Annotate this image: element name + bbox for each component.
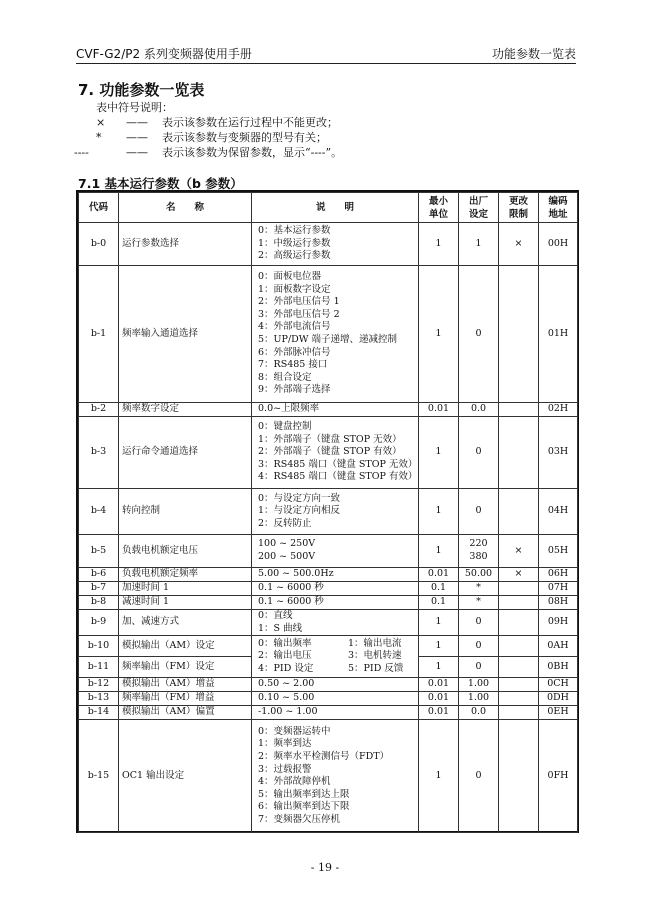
col-header-code: 代码 (79, 193, 119, 223)
param-name: 负载电机额定电压 (119, 535, 252, 568)
param-code: b-11 (79, 657, 119, 678)
option-line: 0：面板电位器 (258, 271, 322, 283)
table-row (79, 596, 578, 610)
code-address: 00H (539, 223, 578, 266)
param-name: 模拟输出（AM）设定 (119, 636, 252, 657)
subsection-title: 7.1 基本运行参数（b 参数） (78, 176, 243, 191)
param-code: b-12 (79, 678, 119, 692)
param-code: b-6 (79, 568, 119, 582)
change-limit (499, 720, 539, 833)
table-row (79, 582, 578, 596)
header-section-name: 功能参数一览表 (491, 47, 576, 61)
factory-setting: 0 (459, 489, 499, 535)
param-options (252, 417, 419, 489)
table-row (79, 720, 578, 833)
option-line: 5：PID 反馈 (348, 662, 404, 674)
min-unit: 1 (419, 720, 459, 833)
param-code: b-8 (79, 596, 119, 610)
symbol-legend (74, 100, 343, 160)
change-limit (499, 489, 539, 535)
min-unit: 0.01 (419, 403, 459, 417)
min-unit: 1 (419, 657, 459, 678)
change-limit (499, 403, 539, 417)
min-unit: 1 (419, 417, 459, 489)
table-row (79, 610, 578, 636)
option-line: 2：高级运行参数 (258, 250, 331, 262)
param-options (252, 706, 419, 720)
option-line: 1：面板数字设定 (258, 283, 331, 295)
option-line: 3：RS485 端口（键盘 STOP 无效） (258, 458, 418, 470)
code-address: 02H (539, 403, 578, 417)
option-line: 3：过载报警 (258, 763, 312, 775)
min-unit: 1 (419, 223, 459, 266)
option-line: 5：UP/DW 端子递增、递减控制 (258, 334, 398, 345)
option-line: 2：频率水平检测信号（FDT） (258, 751, 390, 762)
option-line: 4：外部电流信号 (258, 321, 331, 333)
page-header (76, 45, 576, 64)
factory-setting: 0 (459, 417, 499, 489)
option-line: 2：外部电压信号 1 (258, 296, 340, 308)
param-options (252, 582, 419, 596)
param-options (252, 568, 419, 582)
option-line: 2：输出电压 (258, 650, 312, 662)
col-header-description: 说 明 (252, 193, 419, 223)
option-line: 4：RS485 端口（键盘 STOP 有效） (258, 471, 418, 483)
option-line: 0：输出频率 (258, 637, 312, 649)
option-line: 2：反转防止 (258, 517, 312, 529)
table-row (79, 417, 578, 489)
option-line: 0.10 ~ 5.00 (258, 692, 315, 704)
factory-setting: 1.00 (459, 692, 499, 706)
code-address: 03H (539, 417, 578, 489)
param-code: b-2 (79, 403, 119, 417)
change-limit (499, 678, 539, 692)
page-number: - 19 - (310, 861, 340, 874)
header-manual-title: CVF-G2/P2 系列变频器使用手册 (76, 47, 252, 61)
param-name: OC1 输出设定 (119, 720, 252, 833)
change-limit (499, 582, 539, 596)
option-line: 1：外部端子（键盘 STOP 无效） (258, 433, 402, 445)
legend-item: ---- —— 表示该参数为保留参数，显示“----”。 (74, 146, 343, 159)
code-address: 0DH (539, 692, 578, 706)
min-unit: 1 (419, 489, 459, 535)
param-options (252, 678, 419, 692)
option-line: 1：与设定方向相反 (258, 505, 341, 517)
table-row (79, 223, 578, 266)
factory-value: 220 (469, 538, 488, 550)
param-name: 频率输入通道选择 (119, 266, 252, 403)
factory-setting: 0 (459, 266, 499, 403)
param-name: 运行命令通道选择 (119, 417, 252, 489)
parameter-table (76, 190, 579, 833)
option-line: 7：RS485 接口 (258, 359, 328, 371)
factory-setting: 50.00 (459, 568, 499, 582)
code-address: 07H (539, 582, 578, 596)
min-unit: 0.01 (419, 692, 459, 706)
change-limit (499, 657, 539, 678)
param-name: 加速时间 1 (119, 582, 252, 596)
min-unit: 0.01 (419, 678, 459, 692)
param-code: b-5 (79, 535, 119, 568)
param-code: b-13 (79, 692, 119, 706)
min-unit: 0.1 (419, 582, 459, 596)
code-address: 0EH (539, 706, 578, 720)
param-code: b-15 (79, 720, 119, 833)
factory-setting: 0 (459, 657, 499, 678)
table-row (79, 692, 578, 706)
option-line: 4：外部故障停机 (258, 776, 331, 788)
change-limit (499, 596, 539, 610)
param-name: 转向控制 (119, 489, 252, 535)
option-line: 7：变频器欠压停机 (258, 813, 341, 825)
factory-setting: * (459, 596, 499, 610)
param-name: 频率输出（FM）设定 (119, 657, 252, 678)
option-line: 0：基本运行参数 (258, 225, 331, 237)
code-address: 06H (539, 568, 578, 582)
col-header-address: 编码 地址 (539, 193, 578, 223)
change-limit (499, 692, 539, 706)
param-options (252, 489, 419, 535)
factory-setting: * (459, 582, 499, 596)
factory-value: 380 (469, 551, 488, 562)
option-line: -1.00 ~ 1.00 (258, 706, 318, 718)
param-options (252, 596, 419, 610)
param-name: 频率数字设定 (119, 403, 252, 417)
table-row (79, 568, 578, 582)
table-row (79, 678, 578, 692)
option-line: 0.0~上限频率 (258, 403, 320, 415)
option-line: 1：中级运行参数 (258, 237, 331, 249)
param-options (252, 692, 419, 706)
min-unit: 1 (419, 636, 459, 657)
min-unit: 0.01 (419, 568, 459, 582)
code-address: 08H (539, 596, 578, 610)
change-limit: × (499, 535, 539, 568)
factory-setting: 1.00 (459, 678, 499, 692)
option-line: 1：S 曲线 (258, 622, 303, 634)
param-code: b-7 (79, 582, 119, 596)
code-address: 0CH (539, 678, 578, 692)
option-line: 0：变频器运转中 (258, 725, 331, 737)
change-limit (499, 417, 539, 489)
factory-setting: 0 (459, 636, 499, 657)
min-unit: 1 (419, 610, 459, 636)
change-limit: × (499, 568, 539, 582)
min-unit: 1 (419, 266, 459, 403)
param-code: b-4 (79, 489, 119, 535)
param-name: 模拟输出（AM）增益 (119, 678, 252, 692)
param-options-shared (252, 636, 419, 678)
param-options (252, 266, 419, 403)
legend-item: × —— 表示该参数在运行过程中不能更改； (96, 116, 338, 129)
change-limit (499, 706, 539, 720)
option-line: 0.1 ~ 6000 秒 (258, 582, 324, 594)
option-line: 9：外部端子选择 (258, 384, 331, 396)
option-line: 5：输出频率到达上限 (258, 788, 350, 800)
factory-setting: 0.0 (459, 706, 499, 720)
section-title: 7. 功能参数一览表 (78, 81, 205, 99)
table-row (79, 489, 578, 535)
option-line: 1：频率到达 (258, 738, 312, 750)
option-line: 1：输出电流 (348, 637, 402, 649)
param-options (252, 535, 419, 568)
option-line: 2：外部端子（键盘 STOP 有效） (258, 446, 402, 458)
change-limit (499, 266, 539, 403)
param-options (252, 403, 419, 417)
min-unit: 0.1 (419, 596, 459, 610)
legend-item: * —— 表示该参数与变频器的型号有关； (96, 131, 327, 144)
factory-setting: 1 (459, 223, 499, 266)
param-code: b-10 (79, 636, 119, 657)
factory-setting: 0 (459, 610, 499, 636)
param-code: b-0 (79, 223, 119, 266)
min-unit: 1 (419, 535, 459, 568)
factory-setting: 0.0 (459, 403, 499, 417)
option-line: 4：PID 设定 (258, 662, 314, 674)
min-unit: 0.01 (419, 706, 459, 720)
param-code: b-9 (79, 610, 119, 636)
param-name: 运行参数选择 (119, 223, 252, 266)
param-code: b-1 (79, 266, 119, 403)
param-options (252, 610, 419, 636)
param-name: 模拟输出（AM）偏置 (119, 706, 252, 720)
option-line: 3：外部电压信号 2 (258, 308, 340, 320)
code-address: 04H (539, 489, 578, 535)
table-row (79, 403, 578, 417)
param-name: 频率输出（FM）增益 (119, 692, 252, 706)
param-name: 加、减速方式 (119, 610, 252, 636)
param-name: 减速时间 1 (119, 596, 252, 610)
param-name: 负载电机额定频率 (119, 568, 252, 582)
option-line: 0：直线 (258, 610, 293, 621)
table-row (79, 266, 578, 403)
code-address: 0AH (539, 636, 578, 657)
change-limit: × (499, 223, 539, 266)
param-code: b-14 (79, 706, 119, 720)
param-options (252, 720, 419, 833)
option-line: 0.50 ~ 2.00 (258, 678, 315, 690)
table-row (79, 636, 578, 657)
col-header-factory-setting: 出厂 设定 (459, 193, 499, 223)
factory-setting (459, 535, 499, 568)
table-row (79, 706, 578, 720)
change-limit (499, 610, 539, 636)
option-line: 0：键盘控制 (258, 421, 312, 433)
code-address: 0BH (539, 657, 578, 678)
legend-intro: 表中符号说明： (96, 101, 173, 114)
code-address: 09H (539, 610, 578, 636)
option-line: 8：组合设定 (258, 371, 312, 383)
col-header-min-unit: 最小 单位 (419, 193, 459, 223)
option-line: 0.1 ~ 6000 秒 (258, 596, 324, 608)
factory-setting: 0 (459, 720, 499, 833)
option-line: 3：电机转速 (348, 650, 402, 662)
option-line: 6：输出频率到达下限 (258, 801, 350, 813)
col-header-change-limit: 更改 限制 (499, 193, 539, 223)
option-line: 0：与设定方向一致 (258, 492, 341, 504)
option-line: 6：外部脉冲信号 (258, 346, 331, 358)
option-line: 200 ~ 500V (258, 551, 316, 562)
code-address: 0FH (539, 720, 578, 833)
table-header-row (79, 193, 578, 223)
code-address: 01H (539, 266, 578, 403)
param-options (252, 223, 419, 266)
code-address: 05H (539, 535, 578, 568)
option-line: 100 ~ 250V (258, 538, 316, 550)
change-limit (499, 636, 539, 657)
col-header-name: 名 称 (119, 193, 252, 223)
option-line: 5.00 ~ 500.0Hz (258, 568, 334, 580)
param-code: b-3 (79, 417, 119, 489)
table-row (79, 535, 578, 568)
